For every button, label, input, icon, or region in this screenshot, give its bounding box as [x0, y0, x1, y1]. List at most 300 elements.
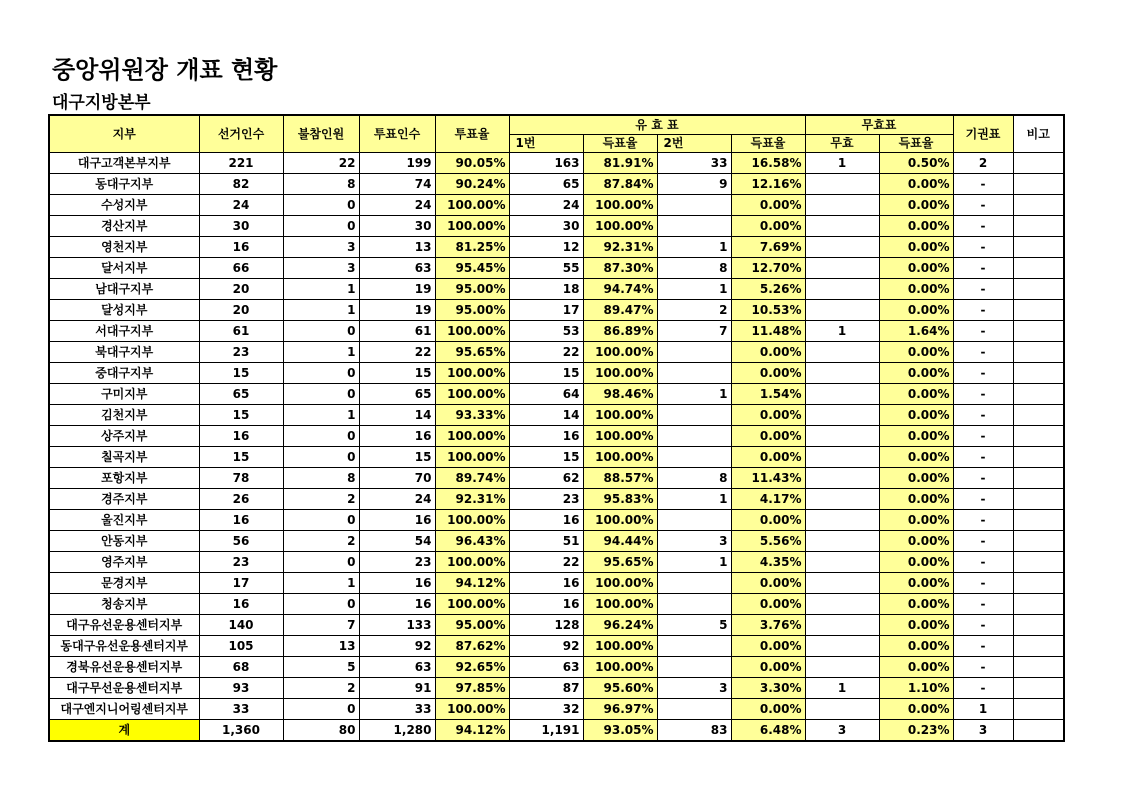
- rate2-cell: 0.00%: [731, 447, 805, 468]
- branch-name: 달성지부: [49, 300, 199, 321]
- turnout-cell: 96.43%: [435, 531, 509, 552]
- absent-cell: 2: [283, 531, 359, 552]
- rate1-cell: 100.00%: [583, 195, 657, 216]
- branch-name: 대구무선운용센터지부: [49, 678, 199, 699]
- electors-cell: 61: [199, 321, 283, 342]
- table-row: [49, 594, 1064, 615]
- absent-cell: 0: [283, 363, 359, 384]
- electors-cell: 82: [199, 174, 283, 195]
- rate2-cell: 12.16%: [731, 174, 805, 195]
- absent-cell: 2: [283, 489, 359, 510]
- header-abstain: 기권표: [953, 115, 1013, 153]
- voters-cell: 92: [359, 636, 435, 657]
- votes1-cell: 12: [509, 237, 583, 258]
- rate2-cell: 12.70%: [731, 258, 805, 279]
- rate1-cell: 98.46%: [583, 384, 657, 405]
- header-rate2: 득표율: [731, 135, 805, 153]
- rate1-cell: 100.00%: [583, 363, 657, 384]
- invalid-rate-cell: 0.00%: [879, 573, 953, 594]
- votes2-cell: 33: [657, 153, 731, 174]
- table-row: [49, 426, 1064, 447]
- rate2-cell: 4.35%: [731, 552, 805, 573]
- abstain-cell: -: [953, 426, 1013, 447]
- turnout-cell: 92.31%: [435, 489, 509, 510]
- rate1-cell: 100.00%: [583, 405, 657, 426]
- abstain-cell: -: [953, 300, 1013, 321]
- voters-cell: 22: [359, 342, 435, 363]
- absent-cell: 5: [283, 657, 359, 678]
- table-row: [49, 258, 1064, 279]
- invalid-cell: [805, 237, 879, 258]
- turnout-cell: 90.05%: [435, 153, 509, 174]
- table-row: [49, 384, 1064, 405]
- rate1-cell: 95.60%: [583, 678, 657, 699]
- invalid-cell: [805, 195, 879, 216]
- rate2-cell: 0.00%: [731, 636, 805, 657]
- invalid-cell: [805, 552, 879, 573]
- table-row: [49, 447, 1064, 468]
- rate2-cell: 11.48%: [731, 321, 805, 342]
- abstain-cell: -: [953, 657, 1013, 678]
- branch-name: 경산지부: [49, 216, 199, 237]
- note-cell: [1013, 195, 1064, 216]
- rate1-cell: 92.31%: [583, 237, 657, 258]
- invalid-rate-cell: 0.00%: [879, 195, 953, 216]
- voters-cell: 1,280: [359, 720, 435, 742]
- voters-cell: 13: [359, 237, 435, 258]
- abstain-cell: -: [953, 321, 1013, 342]
- electors-cell: 24: [199, 195, 283, 216]
- votes2-cell: [657, 594, 731, 615]
- invalid-cell: 1: [805, 678, 879, 699]
- rate1-cell: 96.97%: [583, 699, 657, 720]
- votes1-cell: 24: [509, 195, 583, 216]
- table-row: [49, 153, 1064, 174]
- rate1-cell: 100.00%: [583, 510, 657, 531]
- note-cell: [1013, 594, 1064, 615]
- invalid-rate-cell: 0.00%: [879, 531, 953, 552]
- votes2-cell: 1: [657, 552, 731, 573]
- branch-name: 대구유선운용센터지부: [49, 615, 199, 636]
- header-voters: 투표인수: [359, 115, 435, 153]
- rate2-cell: 3.76%: [731, 615, 805, 636]
- turnout-cell: 100.00%: [435, 594, 509, 615]
- absent-cell: 1: [283, 405, 359, 426]
- branch-name: 동대구지부: [49, 174, 199, 195]
- electors-cell: 33: [199, 699, 283, 720]
- note-cell: [1013, 510, 1064, 531]
- note-cell: [1013, 174, 1064, 195]
- rate1-cell: 100.00%: [583, 447, 657, 468]
- table-row: [49, 468, 1064, 489]
- votes1-cell: 53: [509, 321, 583, 342]
- votes1-cell: 1,191: [509, 720, 583, 742]
- branch-name: 경주지부: [49, 489, 199, 510]
- voters-cell: 74: [359, 174, 435, 195]
- absent-cell: 1: [283, 279, 359, 300]
- invalid-cell: [805, 258, 879, 279]
- results-table: [48, 114, 1065, 742]
- abstain-cell: -: [953, 216, 1013, 237]
- votes2-cell: [657, 405, 731, 426]
- table-row: [49, 405, 1064, 426]
- electors-cell: 20: [199, 279, 283, 300]
- rate1-cell: 94.74%: [583, 279, 657, 300]
- table-row: [49, 216, 1064, 237]
- rate1-cell: 95.83%: [583, 489, 657, 510]
- abstain-cell: -: [953, 510, 1013, 531]
- rate1-cell: 100.00%: [583, 573, 657, 594]
- branch-name: 계: [49, 720, 199, 742]
- branch-name: 구미지부: [49, 384, 199, 405]
- votes2-cell: [657, 195, 731, 216]
- rate1-cell: 95.65%: [583, 552, 657, 573]
- abstain-cell: 1: [953, 699, 1013, 720]
- invalid-rate-cell: 0.00%: [879, 405, 953, 426]
- invalid-rate-cell: 0.00%: [879, 699, 953, 720]
- abstain-cell: -: [953, 636, 1013, 657]
- votes1-cell: 23: [509, 489, 583, 510]
- rate2-cell: 5.56%: [731, 531, 805, 552]
- abstain-cell: -: [953, 237, 1013, 258]
- votes2-cell: 1: [657, 279, 731, 300]
- rate1-cell: 100.00%: [583, 426, 657, 447]
- table-row: [49, 279, 1064, 300]
- invalid-cell: [805, 594, 879, 615]
- invalid-cell: [805, 531, 879, 552]
- rate1-cell: 100.00%: [583, 342, 657, 363]
- note-cell: [1013, 405, 1064, 426]
- rate2-cell: 11.43%: [731, 468, 805, 489]
- header-note: 비고: [1013, 115, 1064, 153]
- invalid-rate-cell: 0.00%: [879, 258, 953, 279]
- rate2-cell: 3.30%: [731, 678, 805, 699]
- rate1-cell: 100.00%: [583, 594, 657, 615]
- table-row: [49, 552, 1064, 573]
- electors-cell: 15: [199, 447, 283, 468]
- turnout-cell: 95.45%: [435, 258, 509, 279]
- votes1-cell: 15: [509, 447, 583, 468]
- rate2-cell: 16.58%: [731, 153, 805, 174]
- turnout-cell: 100.00%: [435, 216, 509, 237]
- note-cell: [1013, 321, 1064, 342]
- invalid-rate-cell: 0.00%: [879, 615, 953, 636]
- table-row: [49, 636, 1064, 657]
- table-row: [49, 531, 1064, 552]
- rate1-cell: 86.89%: [583, 321, 657, 342]
- electors-cell: 78: [199, 468, 283, 489]
- votes2-cell: 8: [657, 258, 731, 279]
- rate2-cell: 0.00%: [731, 594, 805, 615]
- note-cell: [1013, 426, 1064, 447]
- voters-cell: 19: [359, 300, 435, 321]
- abstain-cell: -: [953, 258, 1013, 279]
- invalid-rate-cell: 0.00%: [879, 552, 953, 573]
- rate2-cell: 10.53%: [731, 300, 805, 321]
- header-invalid-group: 무효표: [805, 115, 953, 135]
- votes2-cell: 2: [657, 300, 731, 321]
- rate2-cell: 1.54%: [731, 384, 805, 405]
- abstain-cell: -: [953, 342, 1013, 363]
- votes1-cell: 16: [509, 573, 583, 594]
- electors-cell: 15: [199, 363, 283, 384]
- rate2-cell: 4.17%: [731, 489, 805, 510]
- votes2-cell: [657, 363, 731, 384]
- votes1-cell: 15: [509, 363, 583, 384]
- branch-name: 남대구지부: [49, 279, 199, 300]
- electors-cell: 23: [199, 552, 283, 573]
- voters-cell: 133: [359, 615, 435, 636]
- voters-cell: 91: [359, 678, 435, 699]
- invalid-cell: [805, 636, 879, 657]
- table-row: [49, 363, 1064, 384]
- branch-name: 김천지부: [49, 405, 199, 426]
- voters-cell: 63: [359, 258, 435, 279]
- abstain-cell: -: [953, 552, 1013, 573]
- invalid-rate-cell: 0.00%: [879, 174, 953, 195]
- votes2-cell: [657, 216, 731, 237]
- rate2-cell: 0.00%: [731, 573, 805, 594]
- invalid-rate-cell: 0.50%: [879, 153, 953, 174]
- rate1-cell: 88.57%: [583, 468, 657, 489]
- electors-cell: 16: [199, 426, 283, 447]
- votes2-cell: [657, 636, 731, 657]
- turnout-cell: 100.00%: [435, 510, 509, 531]
- absent-cell: 1: [283, 573, 359, 594]
- invalid-rate-cell: 0.00%: [879, 426, 953, 447]
- votes2-cell: 9: [657, 174, 731, 195]
- electors-cell: 105: [199, 636, 283, 657]
- table-row: [49, 300, 1064, 321]
- table-row: [49, 699, 1064, 720]
- invalid-rate-cell: 0.00%: [879, 237, 953, 258]
- rate2-cell: 0.00%: [731, 342, 805, 363]
- abstain-cell: -: [953, 447, 1013, 468]
- note-cell: [1013, 384, 1064, 405]
- note-cell: [1013, 447, 1064, 468]
- votes2-cell: [657, 342, 731, 363]
- branch-name: 중대구지부: [49, 363, 199, 384]
- abstain-cell: -: [953, 405, 1013, 426]
- invalid-cell: [805, 447, 879, 468]
- absent-cell: 2: [283, 678, 359, 699]
- turnout-cell: 100.00%: [435, 552, 509, 573]
- header-branch: 지부: [49, 115, 199, 153]
- invalid-cell: [805, 405, 879, 426]
- header-no2: 2번: [657, 135, 731, 153]
- turnout-cell: 89.74%: [435, 468, 509, 489]
- votes1-cell: 51: [509, 531, 583, 552]
- voters-cell: 65: [359, 384, 435, 405]
- votes2-cell: 1: [657, 489, 731, 510]
- electors-cell: 26: [199, 489, 283, 510]
- invalid-cell: [805, 279, 879, 300]
- voters-cell: 23: [359, 552, 435, 573]
- votes2-cell: 7: [657, 321, 731, 342]
- turnout-cell: 100.00%: [435, 447, 509, 468]
- voters-cell: 24: [359, 489, 435, 510]
- abstain-cell: -: [953, 594, 1013, 615]
- table-row: [49, 615, 1064, 636]
- header-no1: 1번: [509, 135, 583, 153]
- branch-name: 대구고객본부지부: [49, 153, 199, 174]
- invalid-cell: [805, 468, 879, 489]
- rate2-cell: 0.00%: [731, 363, 805, 384]
- invalid-rate-cell: 0.00%: [879, 489, 953, 510]
- electors-cell: 93: [199, 678, 283, 699]
- abstain-cell: -: [953, 195, 1013, 216]
- rate2-cell: 0.00%: [731, 195, 805, 216]
- invalid-rate-cell: 1.10%: [879, 678, 953, 699]
- branch-name: 북대구지부: [49, 342, 199, 363]
- voters-cell: 30: [359, 216, 435, 237]
- total-row: [49, 720, 1064, 742]
- rate2-cell: 0.00%: [731, 699, 805, 720]
- invalid-cell: 1: [805, 153, 879, 174]
- note-cell: [1013, 363, 1064, 384]
- invalid-rate-cell: 0.23%: [879, 720, 953, 742]
- votes1-cell: 63: [509, 657, 583, 678]
- note-cell: [1013, 489, 1064, 510]
- rate2-cell: 0.00%: [731, 510, 805, 531]
- rate1-cell: 93.05%: [583, 720, 657, 742]
- note-cell: [1013, 531, 1064, 552]
- votes2-cell: 1: [657, 384, 731, 405]
- branch-name: 영주지부: [49, 552, 199, 573]
- voters-cell: 70: [359, 468, 435, 489]
- turnout-cell: 81.25%: [435, 237, 509, 258]
- turnout-cell: 87.62%: [435, 636, 509, 657]
- invalid-cell: [805, 426, 879, 447]
- votes2-cell: [657, 699, 731, 720]
- invalid-cell: [805, 342, 879, 363]
- absent-cell: 0: [283, 699, 359, 720]
- votes2-cell: 8: [657, 468, 731, 489]
- votes1-cell: 16: [509, 510, 583, 531]
- table-row: [49, 678, 1064, 699]
- rate2-cell: 0.00%: [731, 216, 805, 237]
- absent-cell: 0: [283, 552, 359, 573]
- table-row: [49, 510, 1064, 531]
- abstain-cell: -: [953, 384, 1013, 405]
- votes1-cell: 14: [509, 405, 583, 426]
- voters-cell: 61: [359, 321, 435, 342]
- turnout-cell: 95.00%: [435, 615, 509, 636]
- invalid-rate-cell: 0.00%: [879, 384, 953, 405]
- invalid-cell: 1: [805, 321, 879, 342]
- table-row: [49, 342, 1064, 363]
- voters-cell: 16: [359, 594, 435, 615]
- rate1-cell: 100.00%: [583, 657, 657, 678]
- branch-name: 경북유선운용센터지부: [49, 657, 199, 678]
- votes1-cell: 92: [509, 636, 583, 657]
- votes1-cell: 16: [509, 426, 583, 447]
- invalid-rate-cell: 0.00%: [879, 657, 953, 678]
- invalid-cell: [805, 615, 879, 636]
- invalid-cell: [805, 510, 879, 531]
- invalid-rate-cell: 0.00%: [879, 216, 953, 237]
- invalid-rate-cell: 0.00%: [879, 279, 953, 300]
- invalid-rate-cell: 0.00%: [879, 594, 953, 615]
- turnout-cell: 95.00%: [435, 300, 509, 321]
- note-cell: [1013, 699, 1064, 720]
- turnout-cell: 100.00%: [435, 195, 509, 216]
- electors-cell: 56: [199, 531, 283, 552]
- header-valid: 유 효 표: [509, 115, 805, 135]
- invalid-rate-cell: 0.00%: [879, 468, 953, 489]
- votes1-cell: 87: [509, 678, 583, 699]
- invalid-cell: 3: [805, 720, 879, 742]
- invalid-cell: [805, 216, 879, 237]
- votes2-cell: 1: [657, 237, 731, 258]
- absent-cell: 1: [283, 300, 359, 321]
- invalid-cell: [805, 699, 879, 720]
- turnout-cell: 100.00%: [435, 321, 509, 342]
- note-cell: [1013, 279, 1064, 300]
- voters-cell: 16: [359, 426, 435, 447]
- turnout-cell: 97.85%: [435, 678, 509, 699]
- absent-cell: 8: [283, 174, 359, 195]
- voters-cell: 199: [359, 153, 435, 174]
- voters-cell: 63: [359, 657, 435, 678]
- header-invalid-rate: 득표율: [879, 135, 953, 153]
- electors-cell: 221: [199, 153, 283, 174]
- electors-cell: 16: [199, 594, 283, 615]
- votes2-cell: [657, 447, 731, 468]
- branch-name: 청송지부: [49, 594, 199, 615]
- votes1-cell: 22: [509, 552, 583, 573]
- invalid-rate-cell: 0.00%: [879, 447, 953, 468]
- absent-cell: 0: [283, 594, 359, 615]
- abstain-cell: -: [953, 573, 1013, 594]
- electors-cell: 16: [199, 237, 283, 258]
- absent-cell: 0: [283, 384, 359, 405]
- absent-cell: 13: [283, 636, 359, 657]
- note-cell: [1013, 300, 1064, 321]
- invalid-cell: [805, 489, 879, 510]
- table-row: [49, 657, 1064, 678]
- votes1-cell: 64: [509, 384, 583, 405]
- rate1-cell: 96.24%: [583, 615, 657, 636]
- note-cell: [1013, 678, 1064, 699]
- invalid-rate-cell: 0.00%: [879, 510, 953, 531]
- table-row: [49, 195, 1064, 216]
- table-row: [49, 573, 1064, 594]
- branch-name: 문경지부: [49, 573, 199, 594]
- abstain-cell: -: [953, 489, 1013, 510]
- table-row: [49, 237, 1064, 258]
- header-rate1: 득표율: [583, 135, 657, 153]
- header-electors: 선거인수: [199, 115, 283, 153]
- electors-cell: 16: [199, 510, 283, 531]
- rate1-cell: 87.30%: [583, 258, 657, 279]
- turnout-cell: 90.24%: [435, 174, 509, 195]
- turnout-cell: 92.65%: [435, 657, 509, 678]
- rate1-cell: 100.00%: [583, 636, 657, 657]
- note-cell: [1013, 657, 1064, 678]
- electors-cell: 1,360: [199, 720, 283, 742]
- branch-name: 상주지부: [49, 426, 199, 447]
- rate1-cell: 81.91%: [583, 153, 657, 174]
- absent-cell: 1: [283, 342, 359, 363]
- voters-cell: 14: [359, 405, 435, 426]
- votes2-cell: 3: [657, 678, 731, 699]
- header-invalid: 무효: [805, 135, 879, 153]
- turnout-cell: 93.33%: [435, 405, 509, 426]
- branch-name: 울진지부: [49, 510, 199, 531]
- votes1-cell: 32: [509, 699, 583, 720]
- votes2-cell: [657, 426, 731, 447]
